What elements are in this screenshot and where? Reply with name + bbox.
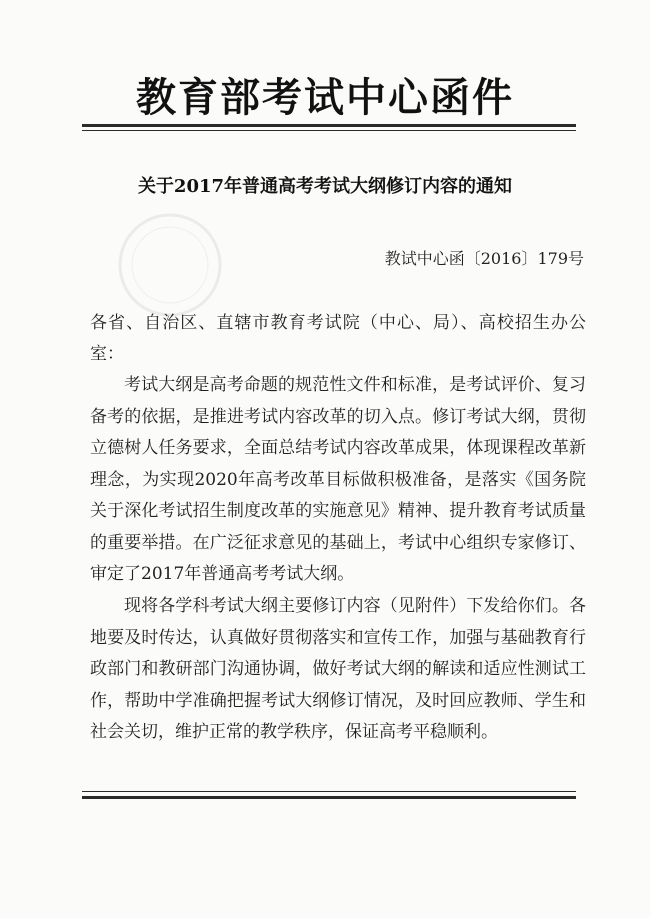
document-title: 关于2017年普通高考考试大纲修订内容的通知 bbox=[137, 176, 513, 197]
letterhead: 教育部考试中心函件 bbox=[136, 74, 514, 121]
footer-rule-thick bbox=[82, 796, 576, 799]
footer-rule-thin bbox=[82, 791, 576, 792]
header-rule-thin bbox=[82, 130, 576, 131]
body-paragraph-2: 现将各学科考试大纲主要修订内容（见附件）下发给你们。各地要及时传达，认真做好贯彻落实和宣传工作，加强与基础教育行政部门和教研部门沟通协调，做好考试大纲的解读和适应性测试工作，帮助中学准确把握考试大纲修订情况，及时回应教师、学生和社会关切，维护正常的教学秩序，保证高考平稳顺利。 bbox=[90, 596, 586, 742]
body-paragraph-1: 考试大纲是高考命题的规范性文件和标准，是考试评价、复习备考的依据，是推进考试内容改革的切入点。修订考试大纲，贯彻立德树人任务要求，全面总结考试内容改革成果，体现课程改革新理念，为实现2020年高考改革目标做积极准备，是落实《国务院关于深化考试招生制度改革的实施意见》精神、提升教育考试质量的重要举措。在广泛征求意见的基础上，考试中心组织专家修订、审定了2017年普通高考考试大纲。 bbox=[90, 375, 586, 584]
document-number: 教试中心函〔2016〕179号 bbox=[384, 249, 584, 268]
header-rule-thick bbox=[82, 124, 576, 127]
addressee: 各省、自治区、直辖市教育考试院（中心、局）、高校招生办公室： bbox=[90, 313, 586, 364]
